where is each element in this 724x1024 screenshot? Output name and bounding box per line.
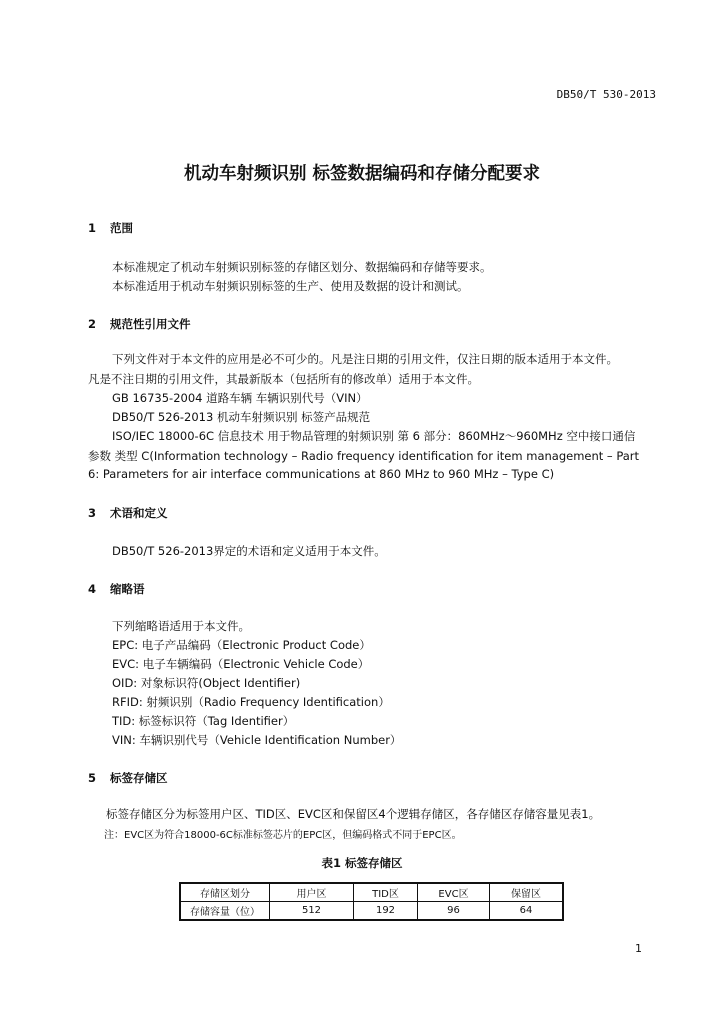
abbreviation-item: TID: 标签标识符（Tag Identifier） [112,714,295,728]
section-number: 2 [88,317,97,331]
section-number: 1 [88,221,97,235]
table-cell: 192 [354,902,418,921]
table-cell: 64 [490,902,564,921]
reference-item: DB50/T 526-2013 机动车射频识别 标签产品规范 [112,410,371,424]
section-number: 3 [88,506,97,520]
abbreviation-item: EVC: 电子车辆编码（Electronic Vehicle Code） [112,657,370,671]
section-number: 5 [88,771,97,785]
section-number: 4 [88,582,97,596]
table-header-cell: EVC区 [418,883,490,902]
abbreviation-item: VIN: 车辆识别代号（Vehicle Identification Number） [112,733,402,747]
reference-item: GB 16735-2004 道路车辆 车辆识别代号（VIN） [112,391,368,405]
paragraph-line: 本标准规定了机动车射频识别标签的存储区划分、数据编码和存储等要求。 [112,260,492,274]
table-header-cell: 保留区 [490,883,564,902]
section-title: 缩略语 [110,582,145,596]
abbreviation-item: RFID: 射频识别（Radio Frequency Identification） [112,695,390,709]
document-id: DB50/T 530-2013 [556,88,656,101]
storage-table [179,882,564,921]
reference-item-continued: 参数 类型 C(Information technology – Radio frequency identification for item management – Part [88,449,640,463]
table-header-cell: 存储区划分 [180,883,270,902]
section-title: 规范性引用文件 [110,317,191,331]
abbreviation-item: OID: 对象标识符(Object Identifier) [112,676,301,690]
paragraph-line: 凡是不注日期的引用文件，其最新版本（包括所有的修改单）适用于本文件。 [88,372,479,386]
reference-item-continued: 6: Parameters for air interface communications at 860 MHz to 960 MHz – Type C) [88,467,555,481]
table-row [180,902,563,921]
table-caption: 表1 标签存储区 [321,856,403,870]
section-heading-4 [88,581,145,597]
section-title: 范围 [110,221,133,235]
section-heading-3 [88,505,168,521]
paragraph-line: 下列缩略语适用于本文件。 [112,619,250,633]
section-title: 术语和定义 [110,506,168,520]
table-header-cell: 用户区 [270,883,354,902]
paragraph-line: 下列文件对于本文件的应用是必不可少的。凡是注日期的引用文件，仅注日期的版本适用于本文件。 [112,352,618,366]
paragraph-line: DB50/T 526-2013界定的术语和定义适用于本文件。 [112,544,386,558]
paragraph-line: 标签存储区分为标签用户区、TID区、EVC区和保留区4个逻辑存储区，各存储区存储容量见表1。 [106,807,601,821]
page-title: 机动车射频识别 标签数据编码和存储分配要求 [183,164,541,184]
page-number: 1 [635,942,642,955]
table-cell: 存储容量（位） [180,902,270,921]
note: 注：EVC区为符合18000-6C标准标签芯片的EPC区，但编码格式不同于EPC区。 [104,830,462,841]
paragraph-line: 本标准适用于机动车射频识别标签的生产、使用及数据的设计和测试。 [112,279,469,293]
reference-item: ISO/IEC 18000-6C 信息技术 用于物品管理的射频识别 第 6 部分：860MHz～960MHz 空中接口通信 [112,429,636,443]
section-title: 标签存储区 [110,771,168,785]
table-cell: 96 [418,902,490,921]
table-cell: 512 [270,902,354,921]
section-heading-1 [88,220,133,236]
section-heading-5 [88,770,168,786]
table-header-cell: TID区 [354,883,418,902]
table-header-row [180,883,563,902]
section-heading-2 [88,316,191,332]
abbreviation-item: EPC: 电子产品编码（Electronic Product Code） [112,638,371,652]
